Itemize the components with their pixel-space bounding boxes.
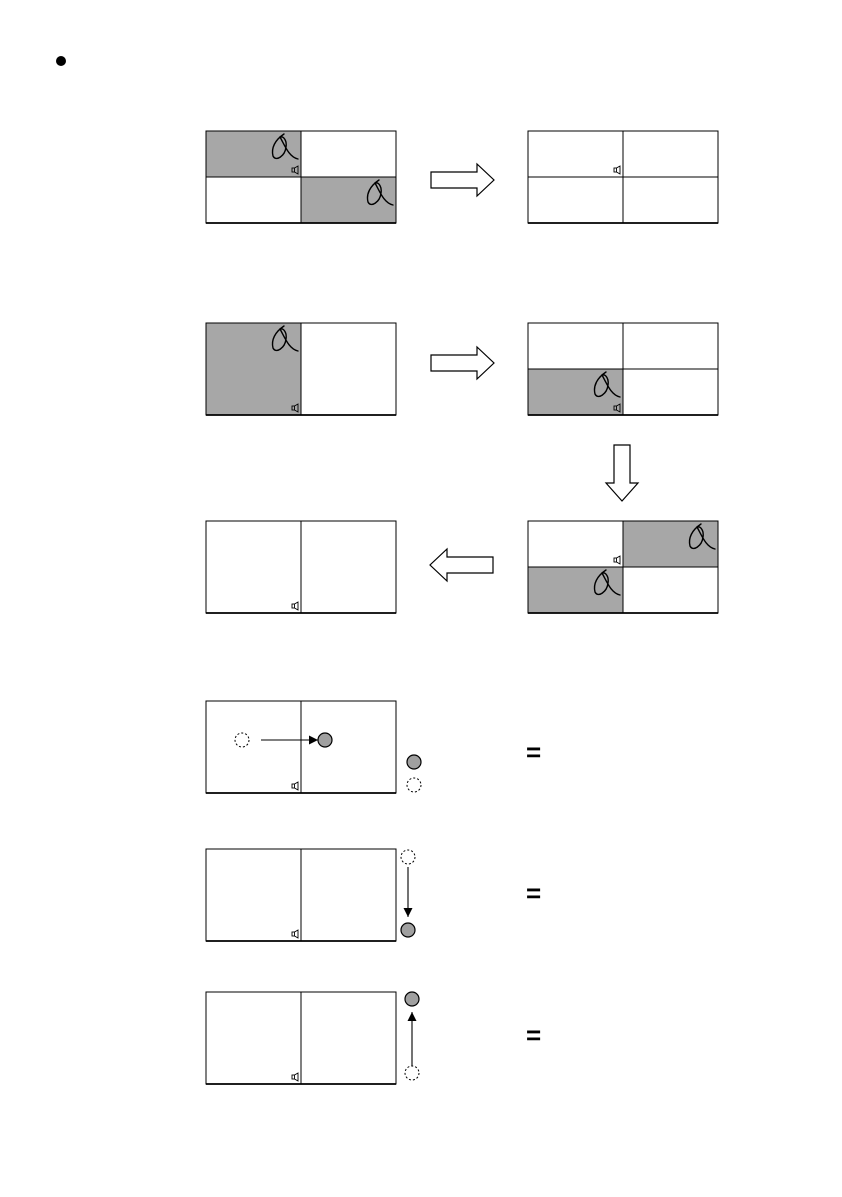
dashed-circle-icon <box>407 778 421 792</box>
panel-b-result <box>206 521 396 613</box>
hollow-arrow-icon-left <box>430 549 493 581</box>
panel-b-start <box>206 323 396 415</box>
panel-c-up <box>206 992 419 1084</box>
filled-circle-icon <box>401 923 415 937</box>
gesture-arrow <box>404 867 413 917</box>
gesture-arrow <box>408 1012 417 1066</box>
bullet-icon <box>56 56 66 66</box>
panel-c-down <box>206 849 415 941</box>
shaded-region-tl <box>206 131 301 177</box>
shaded-region-br <box>301 177 396 223</box>
shaded-region-tr <box>623 521 718 567</box>
equals-sign-2: = <box>526 878 542 908</box>
dashed-circle-icon <box>405 1066 419 1080</box>
panel-c-right <box>206 701 421 793</box>
filled-circle-icon <box>405 992 419 1006</box>
hollow-arrow-icon-right <box>431 164 494 196</box>
panel-a-after <box>528 131 718 223</box>
panel-b-step2 <box>528 323 718 415</box>
equals-sign-3: = <box>526 1020 542 1050</box>
shaded-region-bl <box>528 369 623 415</box>
filled-circle-icon <box>318 733 332 747</box>
hollow-arrow-icon-right <box>431 347 494 379</box>
shaded-region-bl <box>528 567 623 613</box>
filled-circle-icon <box>407 755 421 769</box>
panel-a-before <box>206 131 396 223</box>
equals-sign-1: = <box>526 737 542 767</box>
panel-b-step3 <box>528 521 718 613</box>
dashed-circle-icon <box>401 850 415 864</box>
hollow-arrow-icon-down <box>606 445 638 501</box>
